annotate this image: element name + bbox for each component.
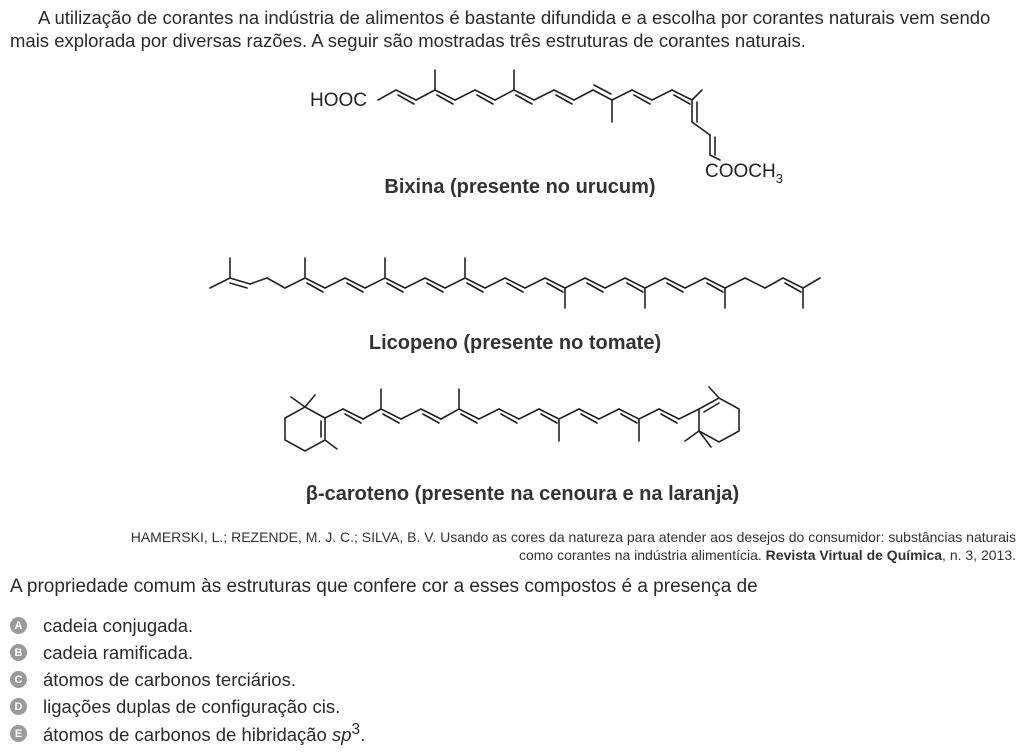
betacarotene-right-ring — [685, 387, 739, 447]
option-c-text: átomos de carbonos terciários. — [43, 668, 296, 690]
option-e[interactable] — [10, 720, 365, 747]
option-c-letter: C — [10, 671, 27, 688]
option-a[interactable] — [10, 612, 365, 639]
intro-paragraph: A utilização de corantes na indústria de alimentos é bastante difundida e a escolha por corantes naturais vem sendo mais explorada por diversas razões. A seguir são mostradas três estruturas de corantes naturais. — [10, 7, 991, 51]
bixin-left-group: HOOC — [310, 90, 367, 111]
option-c[interactable] — [10, 666, 365, 693]
citation-authors-title: HAMERSKI, L.; REZENDE, M. J. C.; SILVA, B. V. Usando as cores da natureza para atender aos desejos do consumidor: substâncias naturais como corantes na indústria alimentícia. — [130, 529, 1016, 563]
lycopene-chain — [210, 258, 820, 308]
option-d-text: ligações duplas de configuração cis. — [43, 695, 341, 717]
lycopene-structure — [205, 250, 825, 310]
citation-details: , n. 3, 2013. — [942, 547, 1016, 563]
question-stem: A propriedade comum às estruturas que confere cor a esses compostos é a presença de — [10, 576, 758, 597]
lycopene-caption: Licopeno (presente no tomate) — [368, 332, 662, 354]
bixin-structure — [300, 60, 820, 190]
option-d[interactable] — [10, 693, 365, 720]
option-a-letter: A — [10, 617, 27, 634]
bixin-right-group: $COOCH_3$ — [705, 161, 783, 186]
bixin-caption: Bixina (presente no urucum) — [384, 176, 656, 198]
option-b-letter: B — [10, 644, 27, 661]
source-citation — [116, 528, 1016, 564]
betacarotene-structure — [275, 385, 755, 470]
bixin-chain — [378, 70, 720, 160]
option-b[interactable] — [10, 639, 365, 666]
citation-journal: Revista Virtual de Química — [765, 547, 943, 563]
answer-options — [10, 612, 365, 747]
option-d-letter: D — [10, 698, 27, 715]
option-e-letter: E — [10, 725, 27, 742]
betacarotene-chain — [325, 389, 699, 441]
option-e-text: átomos de carbonos de hibridação $sp^3$. — [43, 720, 366, 746]
betacarotene-left-ring — [285, 395, 337, 451]
betacarotene-caption: β-caroteno (presente na cenoura e na laranja) — [305, 483, 740, 505]
option-a-text: cadeia conjugada. — [43, 614, 194, 636]
option-b-text: cadeia ramificada. — [43, 641, 194, 663]
